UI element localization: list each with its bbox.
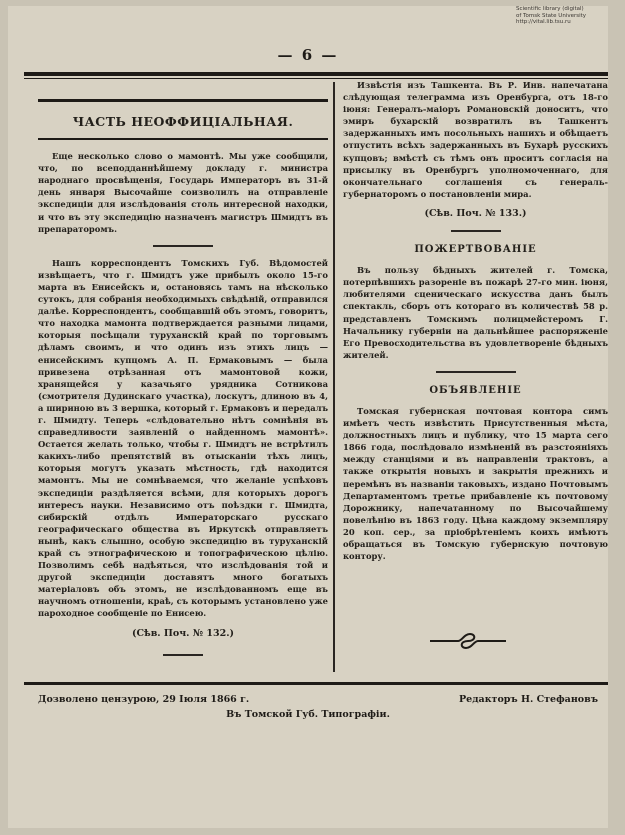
article-paragraph: Извѣстія изъ Ташкента. Въ Р. Инв. напечатана слѣдующая телеграмма изъ Оренбурга, отъ 18-го іюня: Генералъ-маіоръ Романовскій доноситъ, что эмиръ бухарскій возвратилъ въ Ташкентъ задержанныхъ имъ посольныхъ нашихъ и обѣщаетъ отпустить всѣхъ задержанныхъ въ Бухарѣ русскихъ купцовъ; вмѣстѣ съ тѣмъ онъ проситъ согласія на присылку въ Оренбургъ уполномоченнаго, для окончательнаго соглашенія съ генераль-губернаторомъ о постановленіи мира. xyxy=(343,80,608,199)
article-separator xyxy=(163,654,203,656)
article-paragraph: Томская губернская почтовая контора симъ имѣетъ честь извѣстить Присутственныя мѣста, должностныхъ лицъ и публику, что 15 марта сего 1866 года, послѣдовало измѣненій въ разстояніяхъ между станціями и въ направленіи трактовъ, а также открытія новыхъ и закрытія прежнихъ и перемѣнъ въ названіи таковыхъ, издано Почтовымъ Департаментомъ третье прибавленіе къ почтовому Дорожнику, напечатанному по Высочайшему повелѣнію въ 1863 году. Цѣна каждому экземпляру 20 коп. сер., за пріобрѣтеніемъ коихъ имѣютъ обращаться въ Томскую губернскую почтовую контору. xyxy=(343,405,608,562)
article-paragraph: Нашъ корреспондентъ Томскихъ Губ. Вѣдомостей извѣщаетъ, что г. Шмидтъ уже прибылъ около 15-го марта въ Енисейскъ и, остановясь тамъ на нѣсколько сутокъ, для собранія необходимыхъ свѣдѣній, отправился далѣе. Корреспондентъ, сообщавшій объ этомъ, говоритъ, что находка мамонта подтверждается разными лицами, которыя посѣщали туруханскій край по торговымъ дѣламъ своимъ, и что одинъ изъ этихъ лицъ — енисейскимъ купцомъ А. П. Ермаковымъ — была привезена отрѣзанная отъ мамонтовой кожи, хранящейся у казачьяго урядника Сотникова (смотрителя Дудинскаго участка), лоскутъ, длиною въ 4, а шириною въ 3 вершка, который г. Ермаковъ и передалъ г. Шмидту. Теперь «слѣдовательно нѣтъ сомнѣнія въ справедливости заявленій о найденномъ мамонтѣ». Остается желать только, чтобы г. Шмидтъ не встрѣтилъ какихъ-либо препятствій въ отысканіи тѣхъ лицъ, которыя могутъ указать мѣстность, гдѣ находится мамонтъ. Мы не сомнѣваемся, что желаніе успѣховъ экспедиціи раздѣляется всѣми, для которыхъ дорогъ интересъ науки. Независимо отъ поѣздки г. Шмидта, сибирскій отдѣлъ Императорскаго русскаго географическаго общества въ Иркутскѣ отправляетъ нынѣ, какъ слышно, особую экспедицію въ туруханскій край съ этнографическою и топографическою цѣлію. Позволимъ себѣ надѣяться, что изслѣдованія той и другой экспедиціи доставятъ много богатыхъ матеріаловъ объ этомъ, не изслѣдованномъ еще въ научномъ отношеніи, краѣ, съ которымъ установлено уже пароходное сообщеніе по Енисею. xyxy=(38,257,328,619)
stamp-line: of Tomsk State University xyxy=(516,12,587,19)
ornament-flourish-icon xyxy=(428,630,508,652)
column-divider xyxy=(333,82,335,672)
page-number: — 6 — xyxy=(277,46,339,64)
section-rule xyxy=(38,99,328,102)
article-paragraph: Еще несколько слово о мамонтѣ. Мы уже сообщили, что, по всеподданнѣйшему докладу г. министра народнаго просвѣщенія, Государь Императоръ въ 31-й день января Высочайше соизволилъ на отправленіе экспедиціи для изслѣдованія столь интересной находки, и что въ эту экспедицію назначенъ магистръ Шмидтъ въ препараторомъ. xyxy=(38,151,328,234)
right-column xyxy=(343,79,608,566)
heading-donation: ПОЖЕРТВОВАНІЕ xyxy=(414,244,537,256)
citation: (Сѣв. Поч. № 132.) xyxy=(131,627,235,639)
article-separator xyxy=(436,371,516,373)
bottom-rule xyxy=(24,682,608,685)
library-stamp xyxy=(516,6,606,26)
section-rule xyxy=(38,138,328,140)
section-title: ЧАСТЬ НЕОФФИЦІАЛЬНАЯ. xyxy=(72,114,294,129)
article-paragraph: Въ пользу бѣдныхъ жителей г. Томска, потерпѣвшихъ разореніе въ пожарѣ 27-го мин. іюня, любителями сценическаго искусства данъ былъ спектакль, сборъ отъ котораго въ количествѣ 58 р. представленъ Томскимъ полицмейстеромъ Г. Начальнику губерніи на дальнѣйшее распоряженіе Его Превосходительства въ удовлетвореніе бѣдныхъ жителей. xyxy=(343,265,608,360)
top-rule xyxy=(24,72,608,76)
censor-note: Дозволено цензурою, 29 Іюля 1866 г. xyxy=(38,694,250,705)
stamp-link[interactable]: http://vital.lib.tsu.ru xyxy=(516,19,571,26)
left-column xyxy=(38,99,328,666)
heading-announcement: ОБЪЯВЛЕНІЕ xyxy=(429,384,522,396)
printer-note: Въ Томской Губ. Типографіи. xyxy=(226,709,390,720)
citation: (Сѣв. Поч. № 133.) xyxy=(424,207,527,219)
editor-note: Редакторъ Н. Стефановъ xyxy=(459,694,598,705)
newspaper-page xyxy=(8,6,608,828)
article-separator xyxy=(451,230,501,232)
article-separator xyxy=(153,245,213,247)
stamp-line: Scientific library (digital) xyxy=(516,6,584,12)
